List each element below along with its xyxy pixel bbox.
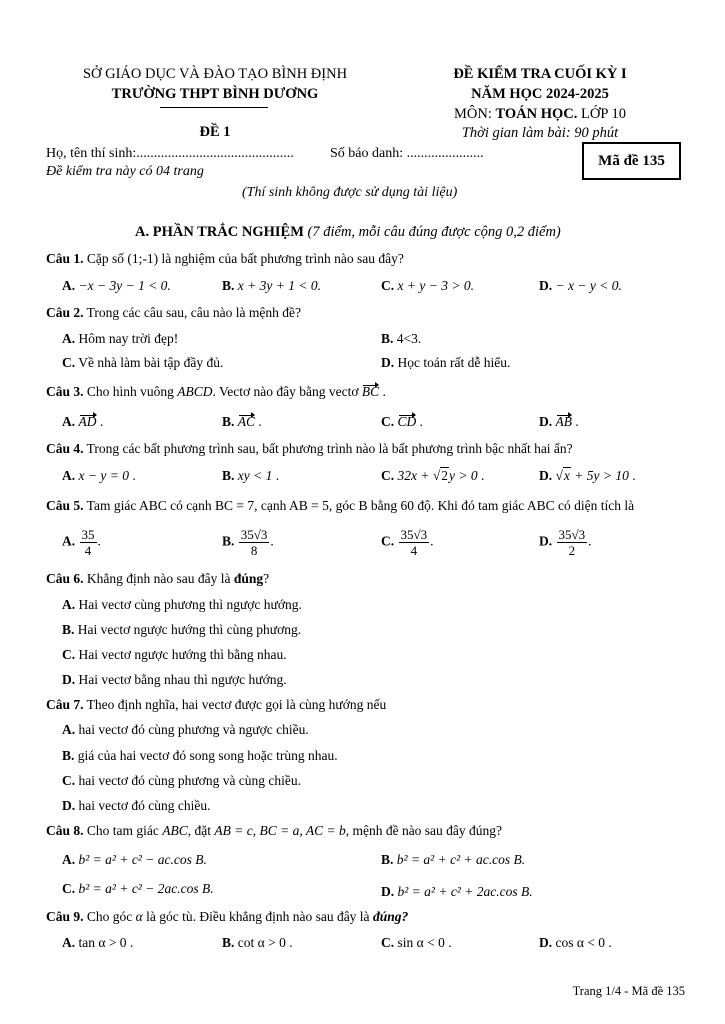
q4-option-a[interactable]: A. x − y = 0 .	[62, 468, 136, 483]
question-text-mid: . Vectơ nào đây bằng vectơ	[212, 384, 359, 399]
alpha-symbol: α	[135, 909, 143, 924]
pages-note: Đề kiểm tra này có 04 trang	[46, 164, 204, 179]
option-text: x + y − 3 > 0.	[397, 278, 474, 293]
q6-option-a[interactable]	[62, 597, 302, 613]
option-label: C.	[381, 468, 395, 483]
option-label: B.	[62, 622, 75, 637]
subject-name: TOÁN HỌC.	[495, 106, 578, 122]
option-text: x − y = 0	[78, 468, 129, 483]
fraction	[399, 527, 430, 558]
q9-option-a[interactable]	[62, 935, 133, 951]
subject-line	[410, 106, 670, 123]
question-text-post: ?	[263, 571, 270, 586]
option-label: C.	[62, 647, 76, 662]
option-label: C.	[381, 278, 395, 293]
option-text: hai vectơ đó cùng phương và ngược chiều.	[78, 722, 309, 737]
option-label: D.	[62, 798, 76, 813]
option-label: D.	[381, 884, 395, 899]
q8-option-d[interactable]	[381, 884, 533, 900]
q9-option-d[interactable]	[539, 935, 612, 951]
option-label: B.	[381, 852, 394, 867]
q3-option-b[interactable]: B. AC .	[222, 414, 262, 429]
q5-option-a[interactable]: A. $\frac{35}{4}$ .	[62, 527, 101, 558]
option-text: Về nhà làm bài tập đầy đủ.	[78, 355, 224, 370]
shape-name: ABCD	[177, 384, 213, 399]
option-text: Hai vectơ bằng nhau thì ngược hướng.	[78, 672, 287, 687]
option-text: hai vectơ đó cùng chiều.	[78, 798, 211, 813]
option-text: −x − 3y − 1 < 0.	[78, 278, 171, 293]
option-label: A.	[62, 533, 76, 549]
option-label: B.	[222, 935, 235, 950]
option-text: giá của hai vectơ đó song song hoặc trùng nhau.	[77, 748, 338, 763]
question-3: Câu 3. Cho hình vuông ABCD. Vectơ nào đây bằng vectơ BC .	[46, 384, 386, 399]
option-text: Hôm nay trời đẹp!	[78, 331, 179, 346]
question-text: Cho tam giác	[86, 823, 159, 838]
numerator: 35√3	[240, 527, 268, 542]
option-vector: AC	[237, 414, 256, 429]
option-text: 4<3.	[396, 331, 422, 346]
q8-option-a[interactable]	[62, 852, 207, 868]
option-label: D.	[539, 468, 553, 483]
question-text-post: , mệnh đề nào sau đây đúng?	[345, 823, 503, 838]
question-text: Cặp số (1;-1) là nghiệm của bất phương trình nào sau đây?	[86, 251, 404, 266]
triangle-name: ABC	[162, 823, 188, 838]
question-label: Câu 5.	[46, 498, 84, 513]
q5-option-c[interactable]: C. $\frac{35√3}{4}$ .	[381, 527, 434, 558]
option-label: D.	[539, 533, 553, 549]
q7-option-b[interactable]	[62, 748, 338, 764]
question-label: Câu 9.	[46, 909, 84, 924]
numerator: 35√3	[558, 527, 586, 542]
option-label: A.	[62, 331, 76, 346]
question-emphasis: đúng	[233, 571, 264, 586]
question-label: Câu 3.	[46, 384, 84, 399]
option-text: Hai vectơ ngược hướng thì cùng phương.	[77, 622, 302, 637]
option-text: Học toán rất dễ hiểu.	[397, 355, 511, 370]
q1-option-b[interactable]	[222, 278, 321, 294]
option-text: xy < 1	[237, 468, 273, 483]
school-name: TRƯỜNG THPT BÌNH DƯƠNG	[111, 86, 319, 102]
question-label: Câu 7.	[46, 697, 84, 712]
question-5	[46, 498, 634, 514]
option-text: Hai vectơ cùng phương thì ngược hướng.	[78, 597, 302, 612]
option-label: A.	[62, 722, 76, 737]
question-1	[46, 251, 404, 267]
question-text: Cho hình vuông	[86, 384, 174, 399]
equation: AB = c, BC = a, AC = b	[214, 823, 346, 838]
q7-option-a[interactable]	[62, 722, 309, 738]
q3-option-c[interactable]: C. CD .	[381, 414, 424, 429]
option-text: hai vectơ đó cùng phương và cùng chiều.	[78, 773, 302, 788]
option-vector: CD	[397, 414, 417, 429]
question-7	[46, 697, 386, 713]
option-label: A.	[62, 597, 76, 612]
option-label: D.	[62, 672, 76, 687]
q1-option-a[interactable]	[62, 278, 171, 294]
option-text-post: y > 0	[449, 468, 478, 483]
option-text: cot α > 0 .	[237, 935, 293, 950]
option-label: B.	[222, 533, 235, 549]
question-text: Theo định nghĩa, hai vectơ được gọi là cùng hướng nếu	[86, 697, 387, 712]
option-label: D.	[539, 935, 553, 950]
q7-option-c[interactable]	[62, 773, 301, 789]
department-name: SỞ GIÁO DỤC VÀ ĐÀO TẠO BÌNH ĐỊNH	[82, 66, 348, 82]
student-name-line: Họ, tên thí sinh:.............................................	[46, 146, 294, 161]
question-text: Trong các bất phương trình sau, bất phương trình nào là bất phương trình bậc nhất hai ẩn?	[86, 441, 573, 456]
option-label: C.	[62, 773, 76, 788]
question-label: Câu 1.	[46, 251, 84, 266]
question-text: Cho góc	[86, 909, 133, 924]
question-6	[46, 571, 269, 587]
option-vector: AB	[555, 414, 572, 429]
option-label: C.	[381, 935, 395, 950]
q5-option-b[interactable]: B. $\frac{35√3}{8}$ .	[222, 527, 274, 558]
q6-option-d[interactable]	[62, 672, 287, 688]
section-note: (7 điểm, mỗi câu đúng được cộng 0,2 điểm)	[307, 224, 561, 240]
option-label: A.	[62, 414, 76, 429]
option-label: C.	[381, 414, 395, 429]
exam-number: ĐỀ 1	[199, 124, 231, 140]
option-label: B.	[381, 331, 394, 346]
exam-code-box: Mã đề 135	[582, 142, 681, 180]
option-text: b² = a² + c² − ac.cos B.	[78, 852, 207, 867]
q4-option-d[interactable]: D. √x + 5y > 10 .	[539, 468, 636, 483]
q9-option-b[interactable]	[222, 935, 293, 951]
question-label: Câu 2.	[46, 305, 84, 320]
question-label: Câu 4.	[46, 441, 84, 456]
option-label: D.	[539, 414, 553, 429]
option-text-post: + 5y > 10	[570, 468, 629, 483]
option-vector: AD	[78, 414, 97, 429]
question-text-mid: là góc tù. Điều khẳng định nào sau đây là	[146, 909, 370, 924]
section-title-text: A. PHẦN TRẮC NGHIỆM	[135, 224, 304, 240]
q4-option-c[interactable]: C. 32x + √2y > 0 .	[381, 468, 485, 483]
q5-option-d[interactable]: D. $\frac{35√3}{2}$ .	[539, 527, 592, 558]
numerator: 35√3	[400, 527, 428, 542]
option-text: sin α < 0 .	[397, 935, 452, 950]
fraction	[239, 527, 270, 558]
q3-option-d[interactable]: D. AB .	[539, 414, 579, 429]
option-text: Hai vectơ ngược hướng thì bằng nhau.	[78, 647, 287, 662]
option-text: cos α < 0 .	[555, 935, 612, 950]
option-label: A.	[62, 852, 76, 867]
school-underline	[160, 107, 268, 108]
question-text: Tam giác ABC có cạnh BC = 7, cạnh AB = 5, góc B bằng 60 độ. Khi đó tam giác ABC có diện tích là	[86, 498, 635, 513]
option-label: A.	[62, 278, 76, 293]
option-label: B.	[222, 278, 235, 293]
option-label: B.	[62, 748, 75, 763]
no-docs-note: (Thí sinh không được sử dụng tài liệu)	[242, 185, 458, 200]
denominator: 4	[410, 543, 418, 558]
vector-bc: BC	[361, 384, 380, 399]
section-title	[135, 224, 561, 241]
option-text: x + 3y + 1 < 0.	[237, 278, 321, 293]
question-2	[46, 305, 301, 321]
exam-title: ĐỀ KIỂM TRA CUỐI KỲ I	[453, 66, 627, 82]
q2-option-a[interactable]	[62, 331, 178, 347]
q2-option-d[interactable]	[381, 355, 510, 371]
q7-option-d[interactable]	[62, 798, 210, 814]
option-label: A.	[62, 468, 76, 483]
question-label: Câu 8.	[46, 823, 84, 838]
q2-option-c[interactable]	[62, 355, 223, 371]
q3-option-a[interactable]: A. AD .	[62, 414, 104, 429]
question-4	[46, 441, 573, 457]
question-9	[46, 909, 408, 925]
option-text: − x − y < 0.	[555, 278, 622, 293]
option-text: b² = a² + c² + ac.cos B.	[396, 852, 526, 867]
option-label: C.	[62, 881, 76, 896]
q4-option-b[interactable]: B. xy < 1 .	[222, 468, 280, 483]
q8-option-b[interactable]	[381, 852, 525, 868]
radicand: x	[563, 468, 570, 483]
time-limit: Thời gian làm bài: 90 phút	[461, 125, 619, 141]
numerator: 35	[81, 527, 95, 542]
option-label: A.	[62, 935, 76, 950]
option-text: b² = a² + c² + 2ac.cos B.	[397, 884, 533, 899]
option-text: b² = a² + c² − 2ac.cos B.	[78, 881, 214, 896]
radicand: 2	[441, 468, 449, 483]
option-text: tan α > 0 .	[78, 935, 134, 950]
option-text: 32x +	[397, 468, 433, 483]
denominator: 2	[568, 543, 576, 558]
q1-option-c[interactable]	[381, 278, 474, 294]
student-id-line: Số báo danh: ......................	[330, 146, 484, 161]
option-label: C.	[381, 533, 395, 549]
denominator: 8	[250, 543, 258, 558]
grade: LỚP 10	[581, 106, 627, 122]
q2-option-b[interactable]	[381, 331, 421, 347]
option-label: C.	[62, 355, 76, 370]
question-8	[46, 823, 502, 839]
fraction	[80, 527, 97, 558]
option-label: B.	[222, 414, 235, 429]
q8-option-c[interactable]	[62, 881, 214, 897]
question-text: Trong các câu sau, câu nào là mệnh đề?	[86, 305, 301, 320]
subject-prefix: MÔN:	[453, 106, 492, 122]
school-year: NĂM HỌC 2024-2025	[471, 86, 609, 102]
question-text: Khẳng định nào sau đây là	[86, 571, 231, 586]
q6-option-c[interactable]	[62, 647, 287, 663]
q6-option-b[interactable]	[62, 622, 301, 638]
q9-option-c[interactable]	[381, 935, 452, 951]
option-label: D.	[381, 355, 395, 370]
question-text-mid: , đặt	[187, 823, 211, 838]
option-label: B.	[222, 468, 235, 483]
denominator: 4	[84, 543, 92, 558]
question-label: Câu 6.	[46, 571, 84, 586]
fraction	[557, 527, 588, 558]
page-footer: Trang 1/4 - Mã đề 135	[572, 984, 685, 998]
q1-option-d[interactable]	[539, 278, 622, 294]
question-emphasis: đúng?	[372, 909, 409, 924]
option-label: D.	[539, 278, 553, 293]
